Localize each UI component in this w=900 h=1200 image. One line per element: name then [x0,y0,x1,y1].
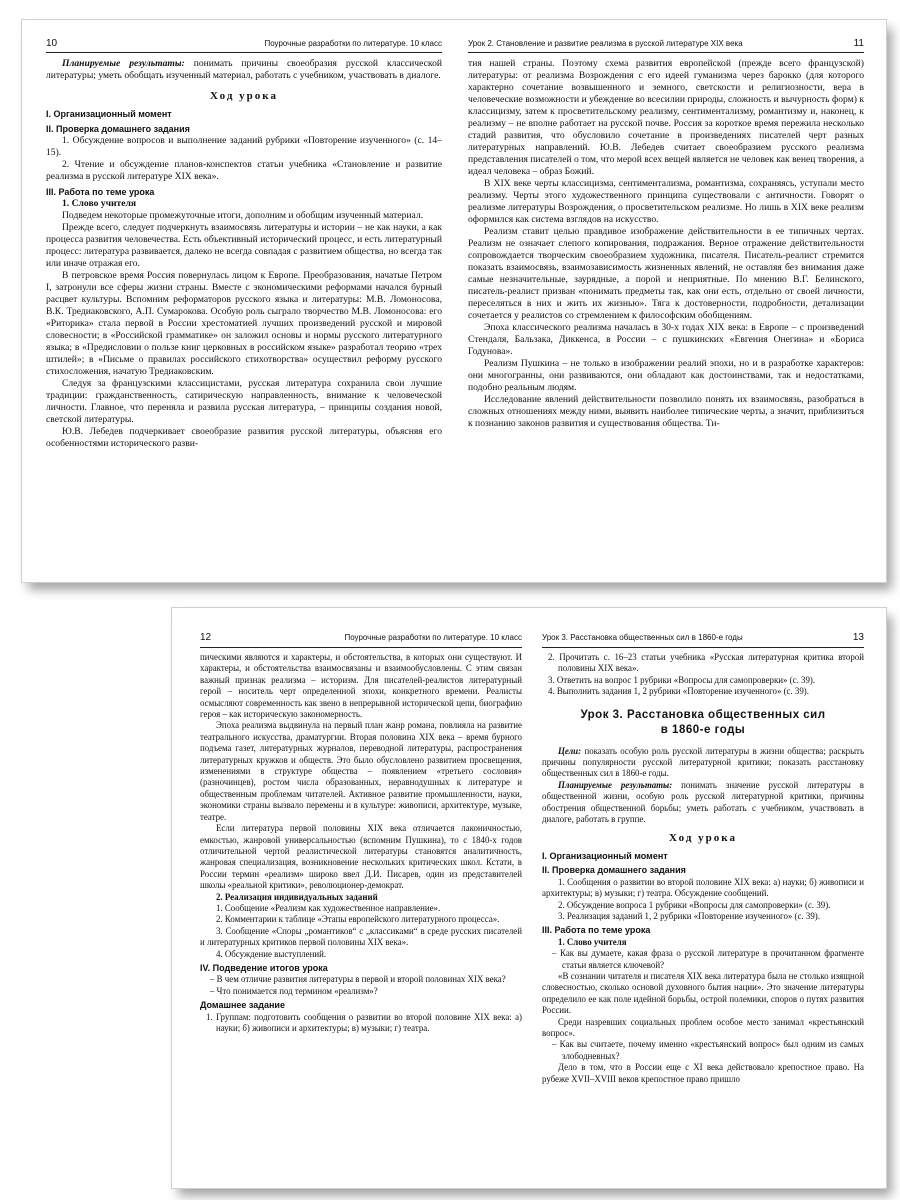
paragraph: Прежде всего, следует подчеркнуть взаимосвязь литературы и истории – не как науки, а как процесса развития человечества. Есть объективный исторический процесс, и есть литературный процесс: литература развивается, далеко не всегда совпадая с развитием общества, но всегда так или иначе отражая его. [46,222,442,269]
goals-label: Цели: [558,745,582,756]
planned-results [46,58,442,82]
results-label: Планируемые результаты: [62,58,185,69]
paragraph: «В сознании читателя и писателя XIX века литература была не столько изящной словесностью, сколько основой духовного бытия нации». Это значение литературы определило ее как поле идейной борьбы, острой полемики, споров о путях развития России. [542,970,864,1016]
page-10 [46,20,442,582]
running-head: Поурочные разработки по литературе. 10 класс [344,633,522,642]
subsection-heading: 2. Реализация индивидуальных заданий [216,891,378,902]
page-body [468,58,864,430]
running-head: Поурочные разработки по литературе. 10 класс [264,39,442,48]
question-item: – Как вы думаете, какая фраза о русской литературе в прочитанном фрагменте статьи является ключевой? [552,948,864,970]
paragraph: Среди назревших социальных проблем особое место занимал «крестьянский вопрос». [542,1016,864,1038]
paragraph: Исследование явлений действительности позволило понять их взаимосвязь, разобраться в сложных отношениях между ними, выявить наиболее типические черты, а значит, приблизиться к познанию законов развития и существования общества. Ти- [468,394,864,429]
section-heading: III. Работа по теме урока [542,925,651,936]
planned-results [542,780,864,826]
page-body [542,652,864,1085]
question-item: – В чем отличие развития литературы в первой и второй половинах XIX века? [210,974,506,985]
results-text: понимать причины своеобразия русской классической литературы; уметь обобщать изученный материал, работать с учебником, участвовать в диалоге. [46,58,442,81]
list-item: 2. Комментарии к таблице «Этапы европейского литературного процесса». [216,914,500,925]
page-13 [542,608,864,1188]
paragraph: Эпоха реализма выдвинула на первый план жанр романа, повлияла на развитие театрального искусства, драматургии. Вторая половина XIX века – время бурного подъема газет, литературных журналов, переводной литературы, распространения литературных кружков и обществ. Это было обусловлено развитием просвещения, изменениями в структуре общества – появлением «третьего сословия» (разночинцев), ростом числа образованных, неравнодушных к литературе и общественным проблемам читателей. Активное развитие промышленности, науки, экономики страны вызвало перемены и в культуре: живописи, архитектуре, музыке, театре. [200,720,522,822]
book-spread-pages-10-11 [22,20,886,582]
list-item: 1. Сообщения о развитии во второй половине XIX века: а) науки; б) живописи и архитектуры; в) музыки; г) театра. Обсуждение сообщений. [542,876,864,899]
list-item: 1. Сообщение «Реализм как художественное направление». [216,902,441,913]
goals-text: показать особую роль русской литературы в жизни общества; раскрыть причины популярности русской литературной критики; показать расстановку общественных сил в 1860-е годы. [542,745,864,779]
page-number: 10 [46,38,58,49]
page-number: 12 [200,632,212,643]
paragraph: Ю.В. Лебедев подчеркивает своеобразие развития русской литературы, объясняя его особенностями исторического разви- [46,426,442,449]
page-number: 13 [852,632,864,643]
page-header [200,630,522,646]
course-heading: Ход урока [210,90,278,102]
paragraph: В петровское время Россия повернулась лицом к Европе. Преобразования, начатые Петром I, затронули все сферы жизни страны. Вместе с экономическими реформами начался бурный расцвет культуры. Вспомним реформаторов русского языка и литературы: М.В. Ломоносова, В.К. Тредиаковского, А.П. Сумарокова. Особую роль сыграло творчество М.В. Ломоносова: его «Риторика» стала первой в России хрестоматией лучших произведений русской и мировой словесности; в «Российской грамматике» он заложил основы и нормы русского литературного языка; в «Предисловии о пользе книг церковных в российском языке» разработал теорию «трех штилей»; в «Письме о правилах российского стихотворства» осуществил реформу русского стихосложения, начатую Тредиаковским. [46,270,442,377]
section-heading: Домашнее задание [200,1000,285,1011]
section-heading: II. Проверка домашнего задания [46,124,190,134]
section-heading: III. Работа по теме урока [46,187,155,197]
paragraph: Реализм Пушкина – не только в изображении реалий эпохи, но и в разработке характеров: они многогранны, они развиваются, они обладают как достоинствами, так и недостатками, подобно реальным людям. [468,358,864,393]
header-rule [200,647,522,648]
section-heading: I. Организационный момент [46,109,172,119]
lesson-title-line: Урок 3. Расстановка общественных сил [580,708,826,721]
section-heading: I. Организационный момент [542,850,668,861]
page-number: 11 [853,38,864,49]
paragraph: 1. Обсуждение вопросов и выполнение заданий рубрики «Повторение изученного» (с. 14–15). [46,135,442,158]
paragraph: пическими являются и характеры, и обстоятельства, в которых они существуют. И характеры, и обстоятельства взаимосвязаны и взаимообусловлены. С этим связан важный признак реализма – историзм. Для писателей-реалистов литературный герой – носитель черт определенной эпохи, конкретного времени. Реалисты осмысляют современность как звено в непрерывной исторической цепи, биографию героя – как историческую закономерность. [200,652,522,720]
lesson-goals [542,746,864,780]
list-item: 3. Реализация заданий 1, 2 рубрики «Повторение изученного» (с. 39). [558,910,820,921]
book-spread-pages-12-13 [172,608,886,1188]
paragraph: тия нашей страны. Поэтому схема развития европейской (прежде всего французской) литературы: от реализма Возрождения с его идеей гуманизма через барокко (для которого характерно сочетание возвышенного и земного, светскости и религиозности, вера в человеческие возможности и убеждение во всесилии природы, сложность и вычурность форм) к классицизму, затем к просветительскому реализму, сентиментализму, романтизму и, наконец, к реализму – не вполне работает на русской почве. Россия за короткое время пережила несколько стадий развития, что обусловило сочетание в произведениях писателей черт разных литературных направлений. Ю.В. Лебедев считает своеобразием русского реализма представления писателей о том, что мерой всех вещей является не человек как венец творения, а идеал человека – образ Божий. [468,58,864,177]
course-heading: Ход урока [669,832,737,845]
paragraph: В XIX веке черты классицизма, сентиментализма, романтизма, сохраняясь, уступали место реализму. Черты этого художественного принципа существовали с античности. Говорят о реализме литературы Возрождения, о просветительском реализме. Но лишь в XIX веке реализм оформился как система взглядов на искусство. [468,178,864,225]
list-item: 2. Прочитать с. 16–23 статьи учебника «Русская литературная критика второй половины XIX века». [548,652,864,674]
header-rule [542,647,864,648]
running-head: Урок 3. Расстановка общественных сил в 1860-е годы [542,633,743,642]
page-12 [200,608,522,1188]
question-item: – Что понимается под термином «реализм»? [210,985,378,996]
page-body [200,652,522,1034]
paragraph: Следуя за французскими классицистами, русская литература сохранила свои лучшие традиции: гражданственность, сатирическую направленность, внимание к человеческой личности. Главное, что переняла и развила русская литература, – принципы создания новой, светской литературы. [46,378,442,425]
list-item: 4. Обсуждение выступлений. [216,948,327,959]
list-item: 3. Ответить на вопрос 1 рубрики «Вопросы для самопроверки» (с. 39). [548,674,816,685]
lesson-title [542,708,864,738]
paragraph: 2. Чтение и обсуждение планов-конспектов статьи учебника «Становление и развитие реализма в русской литературе XIX века». [46,159,442,182]
lesson-title-line: в 1860-е годы [660,723,746,736]
list-item: 3. Сообщение «Споры „романтиков“ с „классиками“ в среде русских писателей и литературных критиков первой половины XIX века». [200,925,522,948]
section-heading: IV. Подведение итогов урока [200,962,328,973]
subsection-heading: 1. Слово учителя [558,936,627,947]
page-header [468,36,864,52]
list-item: 1. Группам: подготовить сообщения о развитии во второй половине XIX века: а) науки; б) живописи и архитектуры; в) музыки; г) театра. [206,1011,522,1033]
page-header [46,36,442,52]
paragraph: Эпоха классического реализма началась в 30-х годах XIX века: в Европе – с произведений Стендаля, Бальзака, Диккенса, в России – с пушкинских «Евгения Онегина» и «Бориса Годунова». [468,322,864,357]
page-header [542,630,864,646]
header-rule [468,52,864,53]
header-rule [46,52,442,53]
list-item: 2. Обсуждение вопроса 1 рубрики «Вопросы для самопроверки» (с. 39). [558,899,831,910]
results-label: Планируемые результаты: [558,779,673,790]
paragraph: Дело в том, что в России еще с XI века действовало крепостное право. На рубеже XVII–XVIII веков крепостное право пришло [542,1062,864,1084]
paragraph: Если литература первой половины XIX века отличается лаконичностью, емкостью, жанровой универсальностью (вспомним Пушкина), то с 1840-х годов отличительной чертой реалистической литературы становятся аналитичность, жанровая специализация, возникновение нескольких критических школ. Кстати, в России термин «реализм» широко ввел Д.И. Писарев, один из представителей школы «реальной критики», революционер-демократ. [200,823,522,891]
paragraph: Подведем некоторые промежуточные итоги, дополним и обобщим изученный материал. [62,210,424,221]
list-item: 4. Выполнить задания 1, 2 рубрики «Повторение изученного» (с. 39). [548,686,809,697]
question-item: – Как вы считаете, почему именно «крестьянский вопрос» был одним из самых злободневных? [552,1039,864,1061]
page-11 [468,20,864,582]
page-body [46,58,442,450]
subsection-heading: 1. Слово учителя [62,198,137,209]
paragraph: Реализм ставит целью правдивое изображение действительности в ее типичных чертах. Реализм не означает слепого копирования, подражания. Верное отражение действительности сопровождается творческим своеобразием художника, писателя. Писатель-реалист стремится показать взаимосвязь, взаимозависимость жизненных явлений, не оставляя без внимания даже самые незначительные, заурядные, а порой и неприятные. По мнению В.Г. Белинского, писатель-реалист призван «понимать предметы так, как они есть, отдельно от своей личности, переселяться в них и жить их жизнью». Тяга к достоверности, подробности, детализации сочетается у реалистов со стремлением к философским обобщениям. [468,226,864,321]
running-head: Урок 2. Становление и развитие реализма в русской литературе XIX века [468,39,743,48]
results-text: понимать значение русской литературы в общественной жизни, особую роль русской литературной критики, причины обострения общественной борьбы; уметь работать с учебником, участвовать в диалоге, работать в группе. [542,779,864,825]
section-heading: II. Проверка домашнего задания [542,865,686,876]
